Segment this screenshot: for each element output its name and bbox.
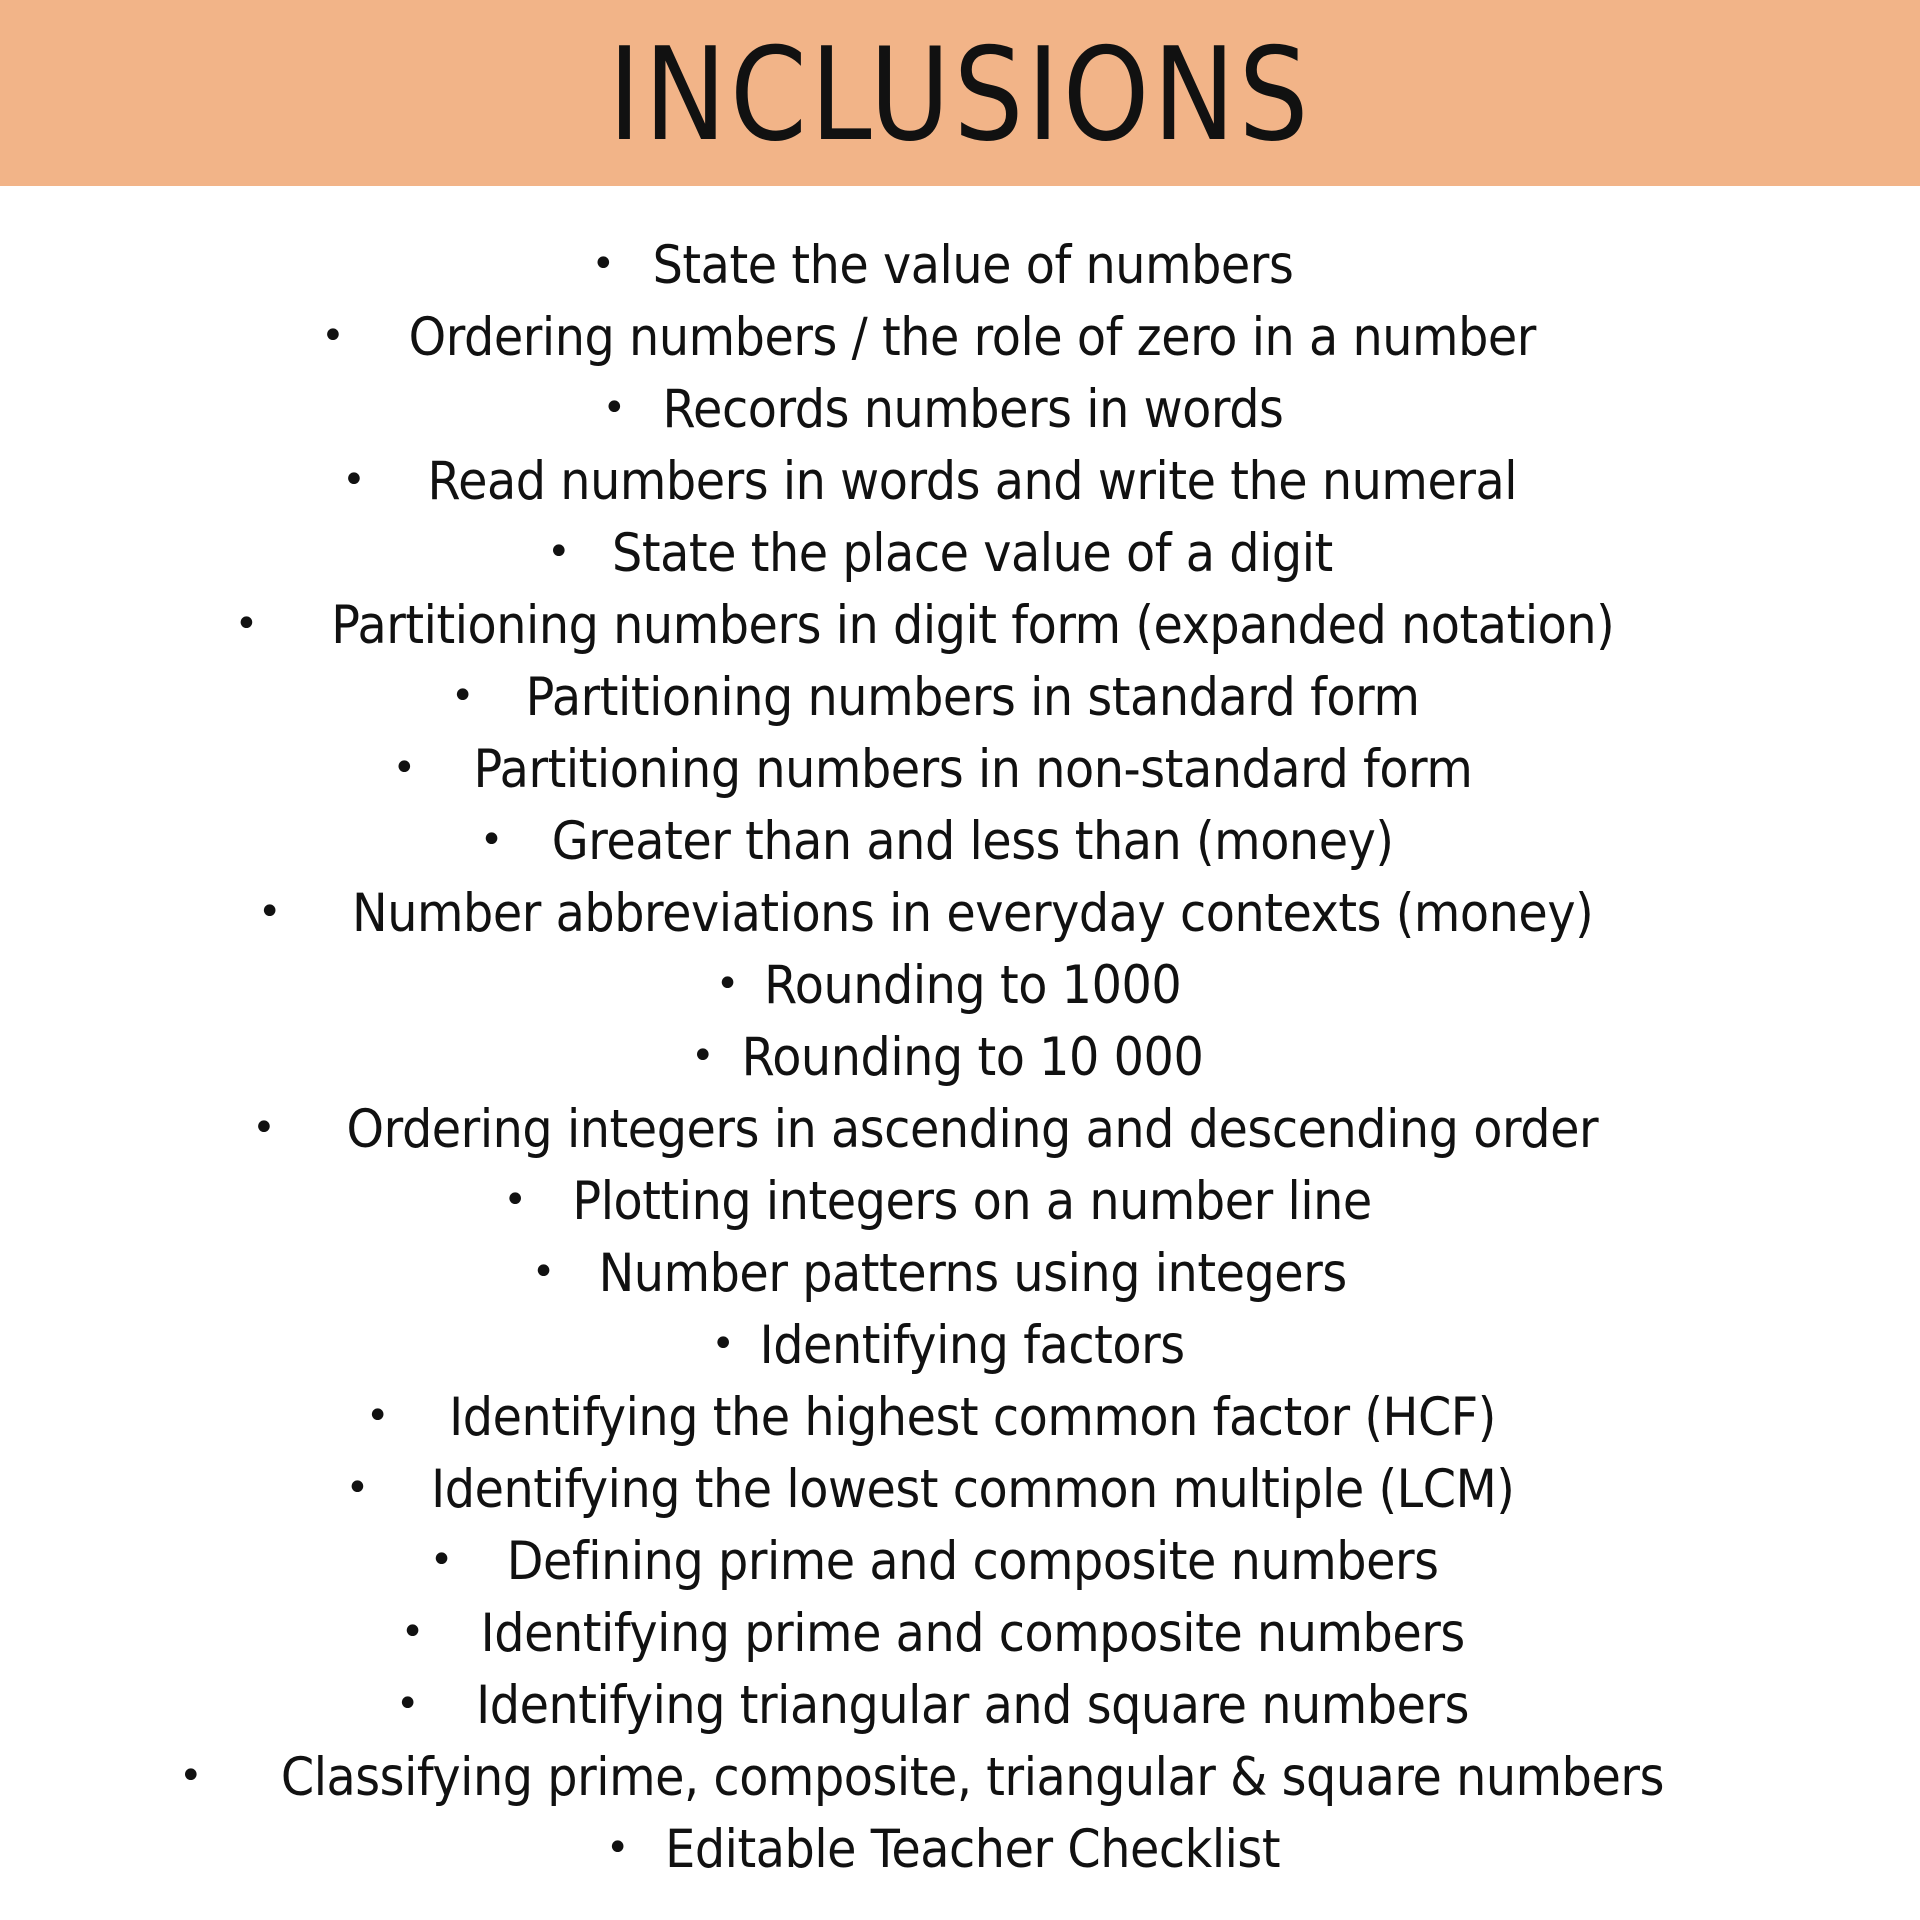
bullet-icon: • [715, 961, 739, 1008]
list-item [0, 1670, 1920, 1742]
list-item-label: Editable Teacher Checklist [665, 1819, 1281, 1880]
list-item-label: Identifying triangular and square numbers [476, 1675, 1470, 1736]
list-item-label: Partitioning numbers in standard form [525, 667, 1420, 728]
list-item [0, 230, 1920, 302]
bullet-icon: • [602, 385, 626, 432]
list-item [0, 878, 1920, 950]
list-item [0, 806, 1920, 878]
list-item-label: Partitioning numbers in non-standard form [473, 739, 1472, 800]
list-item-label: Defining prime and composite numbers [506, 1531, 1439, 1592]
list-item [0, 1598, 1920, 1670]
bullet-icon: • [605, 1825, 629, 1872]
list-item [0, 662, 1920, 734]
list-item-label: Rounding to 10 000 [741, 1027, 1204, 1088]
bullet-icon: • [400, 1609, 424, 1656]
list-item [0, 1022, 1920, 1094]
bullet-icon: • [591, 241, 615, 288]
list-item [0, 1094, 1920, 1166]
bullet-icon: • [479, 817, 503, 864]
bullet-icon: • [429, 1537, 453, 1584]
list-item-label: Records numbers in words [662, 379, 1284, 440]
bullet-icon: • [234, 601, 258, 648]
list-item [0, 950, 1920, 1022]
list-item [0, 1526, 1920, 1598]
list-item-label: Number patterns using integers [598, 1243, 1347, 1304]
list-item [0, 374, 1920, 446]
bullet-icon: • [321, 313, 345, 360]
bullet-icon: • [503, 1177, 527, 1224]
list-item [0, 1742, 1920, 1814]
list-item [0, 302, 1920, 374]
bullet-icon: • [345, 1465, 369, 1512]
list-item-label: Ordering numbers / the role of zero in a number [408, 307, 1537, 368]
list-item-label: Partitioning numbers in digit form (expanded notation) [331, 595, 1615, 656]
list-item-label: State the place value of a digit [612, 523, 1333, 584]
bullet-icon: • [252, 1105, 276, 1152]
inclusions-list [0, 230, 1920, 1886]
bullet-icon: • [547, 529, 571, 576]
list-item [0, 518, 1920, 590]
list-item [0, 1238, 1920, 1310]
list-item [0, 734, 1920, 806]
list-item [0, 1814, 1920, 1886]
bullet-icon: • [690, 1033, 715, 1080]
bullet-icon: • [450, 673, 474, 720]
list-item-label: Identifying prime and composite numbers [480, 1603, 1465, 1664]
bullet-icon: • [711, 1321, 735, 1368]
list-item [0, 590, 1920, 662]
list-item [0, 1382, 1920, 1454]
list-item-label: Rounding to 1000 [764, 955, 1182, 1016]
bullet-icon: • [392, 745, 416, 792]
list-item-label: Identifying factors [760, 1315, 1186, 1376]
list-item-label: Plotting integers on a number line [572, 1171, 1373, 1232]
bullet-icon: • [342, 457, 366, 504]
list-item-label: Number abbreviations in everyday contexts (money) [351, 883, 1594, 944]
list-item-label: Identifying the highest common factor (HCF) [449, 1387, 1496, 1448]
bullet-icon: • [257, 889, 281, 936]
bullet-icon: • [531, 1249, 555, 1296]
list-item [0, 446, 1920, 518]
list-item [0, 1310, 1920, 1382]
header-banner [0, 0, 1920, 186]
list-item-label: Identifying the lowest common multiple (LCM) [430, 1459, 1515, 1520]
list-item-label: State the value of numbers [652, 235, 1293, 296]
page-title: INCLUSIONS [608, 21, 1312, 170]
list-item-label: Read numbers in words and write the numeral [427, 451, 1518, 512]
list-item [0, 1454, 1920, 1526]
bullet-icon: • [395, 1681, 419, 1728]
list-item-label: Ordering integers in ascending and descending order [346, 1099, 1599, 1160]
list-item-label: Greater than and less than (money) [551, 811, 1394, 872]
list-item [0, 1166, 1920, 1238]
list-item-label: Classifying prime, composite, triangular & square numbers [280, 1747, 1665, 1808]
bullet-icon: • [365, 1393, 389, 1440]
bullet-icon: • [179, 1753, 203, 1800]
